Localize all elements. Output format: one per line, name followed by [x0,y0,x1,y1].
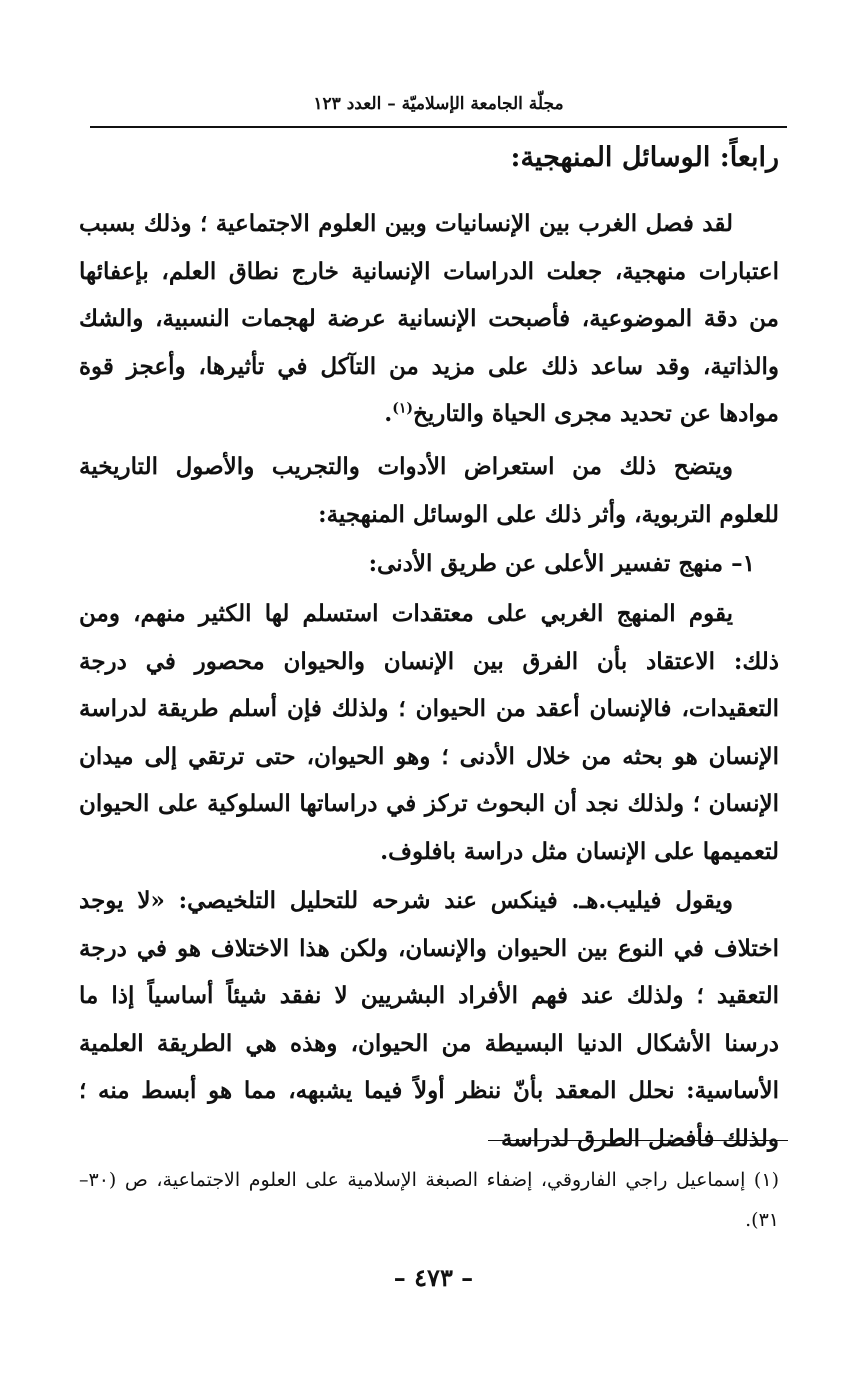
page-number: – ٤٧٣ – [393,1263,474,1292]
paragraph-2: ويتضح ذلك من استعراض الأدوات والتجريب والأصول التاريخية للعلوم التربوية، وأثر ذلك على الوسائل المنهجية: [79,453,779,528]
paragraph-1-end: . [384,400,393,427]
footnote-divider [488,1140,788,1141]
running-header: مجلّة الجامعة الإسلاميّة – العدد ١٢٣ [313,94,564,114]
paragraph-3: يقوم المنهج الغربي على معتقدات استسلم لها الكثير منهم، ومن ذلك: الاعتقاد بأن الفرق بين الإنسان والحيوان محصور في درجة التعقيدات، فالإنسان أعقد من الحيوان ؛ ولذلك فإن أسلم طريقة لدراسة الإنسان هو بحثه من خلال الأدنى ؛ وهو الحيوان، حتى ترتقي إلى ميدان الإنسان ؛ ولذلك نجد أن البحوث تركز في دراساتها السلوكية على الحيوان لتعميمها على الإنسان مثل دراسة بافلوف. [79,600,779,865]
section-title: رابعاً: الوسائل المنهجية: [510,142,779,173]
paragraph-4: ويقول فيليب.هـ. فينكس عند شرحه للتحليل التلخيصي: «لا يوجد اختلاف في النوع بين الحيوان والإنسان، ولكن هذا الاختلاف هو في درجة التعقيد ؛ ولذلك عند فهم الأفراد البشريين لا نفقد شيئاً أساسياً إذا ما درسنا الأشكال الدنيا البسيطة من الحيوان، وهذه هي الطريقة العلمية الأساسية: نحلل المعقد بأنّ ننظر أولاً فيما يشبهه، مما هو أبسط منه ؛ ولذلك فأفضل الطرق لدراسة [79,887,779,1152]
subheading-method-1: ١– منهج تفسير الأعلى عن طريق الأدنى: [368,550,755,577]
footnote-1: (١) إسماعيل راجي الفاروقي، إضفاء الصبغة الإسلامية على العلوم الاجتماعية، ص (٣٠–٣١). [79,1169,779,1231]
header-divider [90,126,787,128]
paragraph-1 [79,200,779,438]
paragraph-1-text: لقد فصل الغرب بين الإنسانيات وبين العلوم الاجتماعية ؛ وذلك بسبب اعتبارات منهجية، جعلت الدراسات الإنسانية خارج نطاق العلم، بإعفائها من دقة الموضوعية، فأصبحت الإنسانية عرضة لهجمات النسبية، والشك والذاتية، وقد ساعد ذلك على مزيد من التآكل في تأثيرها، وأعجز قوة موادها عن تحديد مجرى الحياة والتاريخ [79,210,779,427]
footnote-ref-1: (١) [392,400,414,417]
